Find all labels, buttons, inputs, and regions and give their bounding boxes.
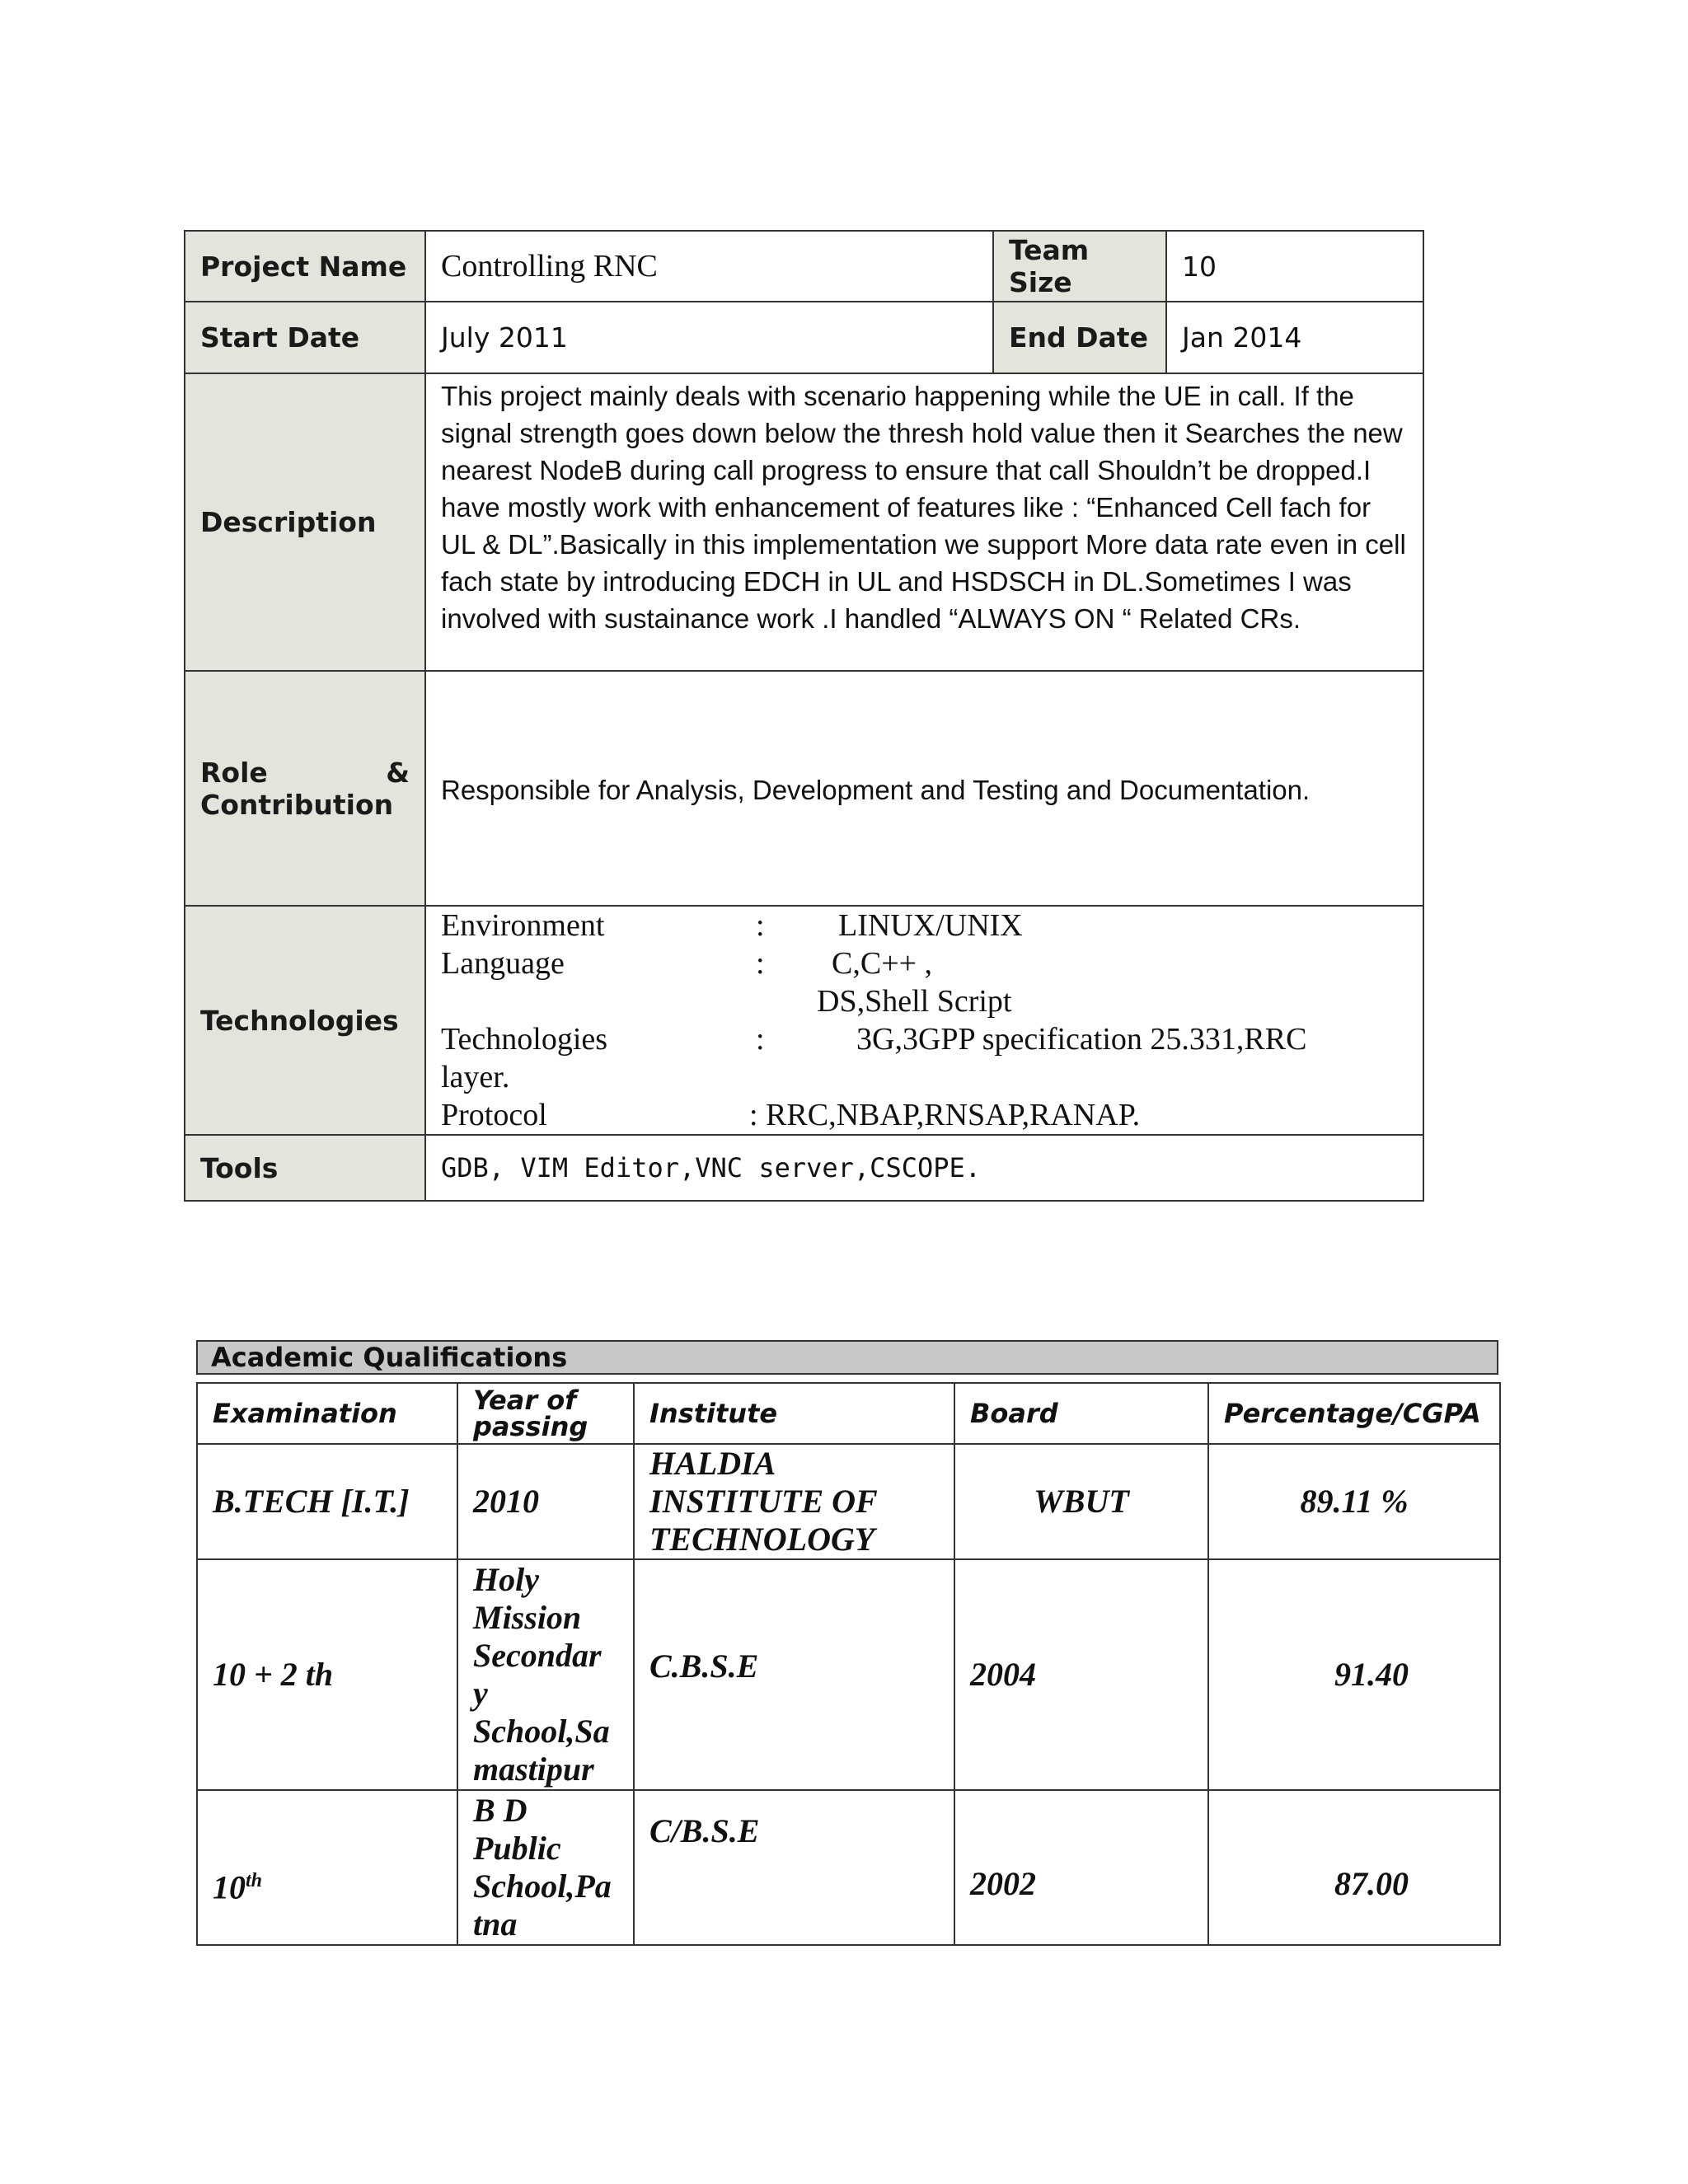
exam-cell: 10 + 2 th	[197, 1559, 457, 1790]
protocol-value: : RRC,NBAP,RNSAP,RANAP.	[749, 1098, 1141, 1132]
year-line: tna	[473, 1905, 518, 1943]
description-label: Description	[185, 373, 425, 671]
project-table	[184, 230, 1424, 1202]
end-date-label: End Date	[993, 302, 1166, 373]
role-text: Responsible for Analysis, Development and Testing and Documentation.	[425, 671, 1423, 906]
env-colon: :	[756, 908, 765, 943]
year-line: Holy	[473, 1561, 539, 1598]
role-row	[185, 671, 1423, 906]
board-cell: 2002	[954, 1790, 1208, 1945]
institute-cell	[634, 1444, 954, 1559]
project-name-row	[185, 231, 1423, 302]
board-cell: WBUT	[954, 1444, 1208, 1559]
start-date-value: July 2011	[425, 302, 993, 373]
start-date-label: Start Date	[185, 302, 425, 373]
tools-label: Tools	[185, 1135, 425, 1201]
year-line: mastipur	[473, 1750, 594, 1788]
tech-value: 3G,3GPP specification 25.331,RRC	[856, 1022, 1307, 1057]
description-row	[185, 373, 1423, 671]
academic-table	[196, 1382, 1501, 1946]
header-examination: Examination	[197, 1383, 457, 1444]
tech-value-2: layer.	[441, 1060, 510, 1094]
table-row	[197, 1559, 1500, 1790]
project-name-value: Controlling RNC	[425, 231, 993, 302]
institute-cell: C.B.S.E	[634, 1559, 954, 1790]
percentage-cell: 91.40	[1208, 1559, 1500, 1790]
role-label	[185, 671, 425, 906]
year-line: B D	[473, 1792, 528, 1829]
year-cell	[457, 1790, 634, 1945]
header-board: Board	[954, 1383, 1208, 1444]
lang-value-2: DS,Shell Script	[817, 984, 1012, 1019]
end-date-value: Jan 2014	[1166, 302, 1423, 373]
institute-cell: C/B.S.E	[634, 1790, 954, 1945]
year-cell	[457, 1559, 634, 1790]
dates-row	[185, 302, 1423, 373]
tools-row	[185, 1135, 1423, 1201]
protocol-key: Protocol	[441, 1098, 547, 1132]
year-line: Secondar	[473, 1637, 602, 1674]
role-label-role: Role	[200, 756, 268, 789]
header-percentage: Percentage/CGPA	[1208, 1383, 1500, 1444]
technologies-label: Technologies	[185, 906, 425, 1135]
team-size-value: 10	[1166, 231, 1423, 302]
year-line: School,Pa	[473, 1868, 612, 1905]
percentage-cell: 89.11 %	[1208, 1444, 1500, 1559]
lang-colon: :	[756, 946, 765, 981]
env-key: Environment	[441, 908, 605, 943]
header-year-line1: Year of	[473, 1385, 577, 1416]
technologies-row	[185, 906, 1423, 1135]
exam-cell	[197, 1790, 457, 1945]
technologies-cell	[425, 906, 1423, 1135]
academic-qualifications-title: Academic Qualifications	[196, 1340, 1498, 1375]
header-year-line2: passing	[473, 1411, 588, 1442]
description-text: This project mainly deals with scenario happening while the UE in call. If the signal strength goes down below the thresh hold value then it Searches the new nearest NodeB during call progress to ensure that call Shouldn’t be dropped.I have mostly work with enhancement of features like : “Enhanced Cell fach for UL & DL”.Basically in this implementation we support More data rate even in cell fach state by introducing EDCH in UL and HSDSCH in DL.Sometimes I was involved with sustainance work .I handled “ALWAYS ON “ Related CRs.	[425, 373, 1423, 671]
year-line: Public	[473, 1830, 561, 1867]
tools-value: GDB, VIM Editor,VNC server,CSCOPE.	[425, 1135, 1423, 1201]
team-size-label: Team Size	[993, 231, 1166, 302]
year-line: Mission	[473, 1599, 582, 1636]
lang-key: Language	[441, 946, 565, 981]
header-year	[457, 1383, 634, 1444]
role-label-contribution: Contribution	[200, 788, 394, 821]
year-line: School,Sa	[473, 1713, 610, 1750]
table-row	[197, 1444, 1500, 1559]
year-line: y	[473, 1675, 488, 1712]
percentage-cell: 87.00	[1208, 1790, 1500, 1945]
institute-line: INSTITUTE OF	[649, 1483, 878, 1520]
project-name-label: Project Name	[185, 231, 425, 302]
exam-cell: B.TECH [I.T.]	[197, 1444, 457, 1559]
institute-line: TECHNOLOGY	[649, 1521, 875, 1558]
board-cell: 2004	[954, 1559, 1208, 1790]
institute-line: HALDIA	[649, 1445, 776, 1482]
role-label-amp: &	[386, 756, 410, 789]
exam-text: 10	[213, 1868, 246, 1906]
header-institute: Institute	[634, 1383, 954, 1444]
table-row	[197, 1790, 1500, 1945]
lang-value: C,C++ ,	[832, 946, 933, 981]
academic-header-row	[197, 1383, 1500, 1444]
env-value: LINUX/UNIX	[838, 908, 1023, 943]
year-cell: 2010	[457, 1444, 634, 1559]
tech-key: Technologies	[441, 1022, 608, 1057]
exam-superscript: th	[246, 1869, 263, 1891]
tech-colon: :	[756, 1022, 765, 1057]
